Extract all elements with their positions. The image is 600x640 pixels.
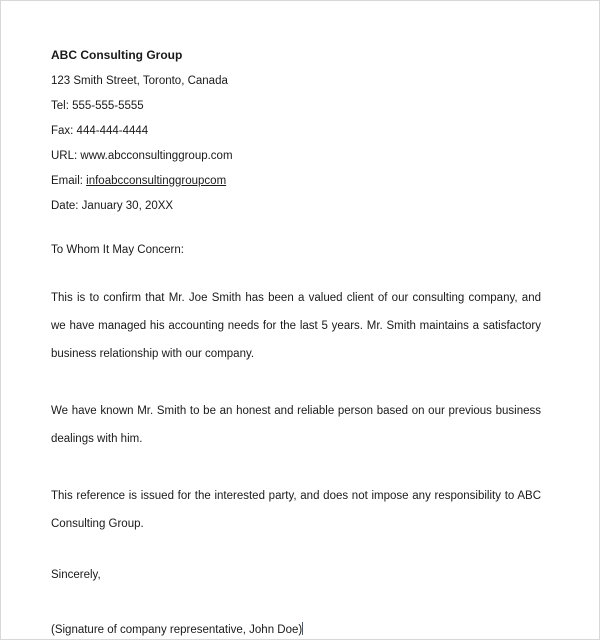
body-paragraph-1: This is to confirm that Mr. Joe Smith has been a valued client of our consulting company, and we have managed his accounting needs for the last 5 years. Mr. Smith maintains a satisfactory business relationship with our company. bbox=[51, 292, 541, 360]
company-email-row bbox=[51, 175, 541, 188]
company-fax: Fax: 444-444-4444 bbox=[51, 125, 149, 137]
closing-line: Sincerely, bbox=[51, 569, 101, 581]
signature-placeholder: (Signature of company representative, John Doe) bbox=[51, 624, 303, 636]
company-email-link[interactable]: infoabcconsultinggroupcom bbox=[86, 175, 227, 187]
body-paragraph-2: We have known Mr. Smith to be an honest and reliable person based on our previous business dealings with him. bbox=[51, 405, 541, 445]
letter-date: Date: January 30, 20XX bbox=[51, 200, 174, 212]
letter-content bbox=[51, 49, 541, 637]
salutation: To Whom It May Concern: bbox=[51, 244, 184, 256]
company-email-label: Email: bbox=[51, 175, 87, 187]
letterhead-block bbox=[51, 49, 541, 213]
company-name: ABC Consulting Group bbox=[51, 48, 183, 62]
company-address: 123 Smith Street, Toronto, Canada bbox=[51, 75, 228, 87]
company-telephone: Tel: 555-555-5555 bbox=[51, 100, 144, 112]
body-paragraph-3: This reference is issued for the interested party, and does not impose any responsibility to ABC Consulting Group. bbox=[51, 490, 541, 530]
text-cursor bbox=[302, 622, 303, 635]
company-url: URL: www.abcconsultinggroup.com bbox=[51, 150, 233, 162]
signature-placeholder-row bbox=[51, 622, 541, 637]
